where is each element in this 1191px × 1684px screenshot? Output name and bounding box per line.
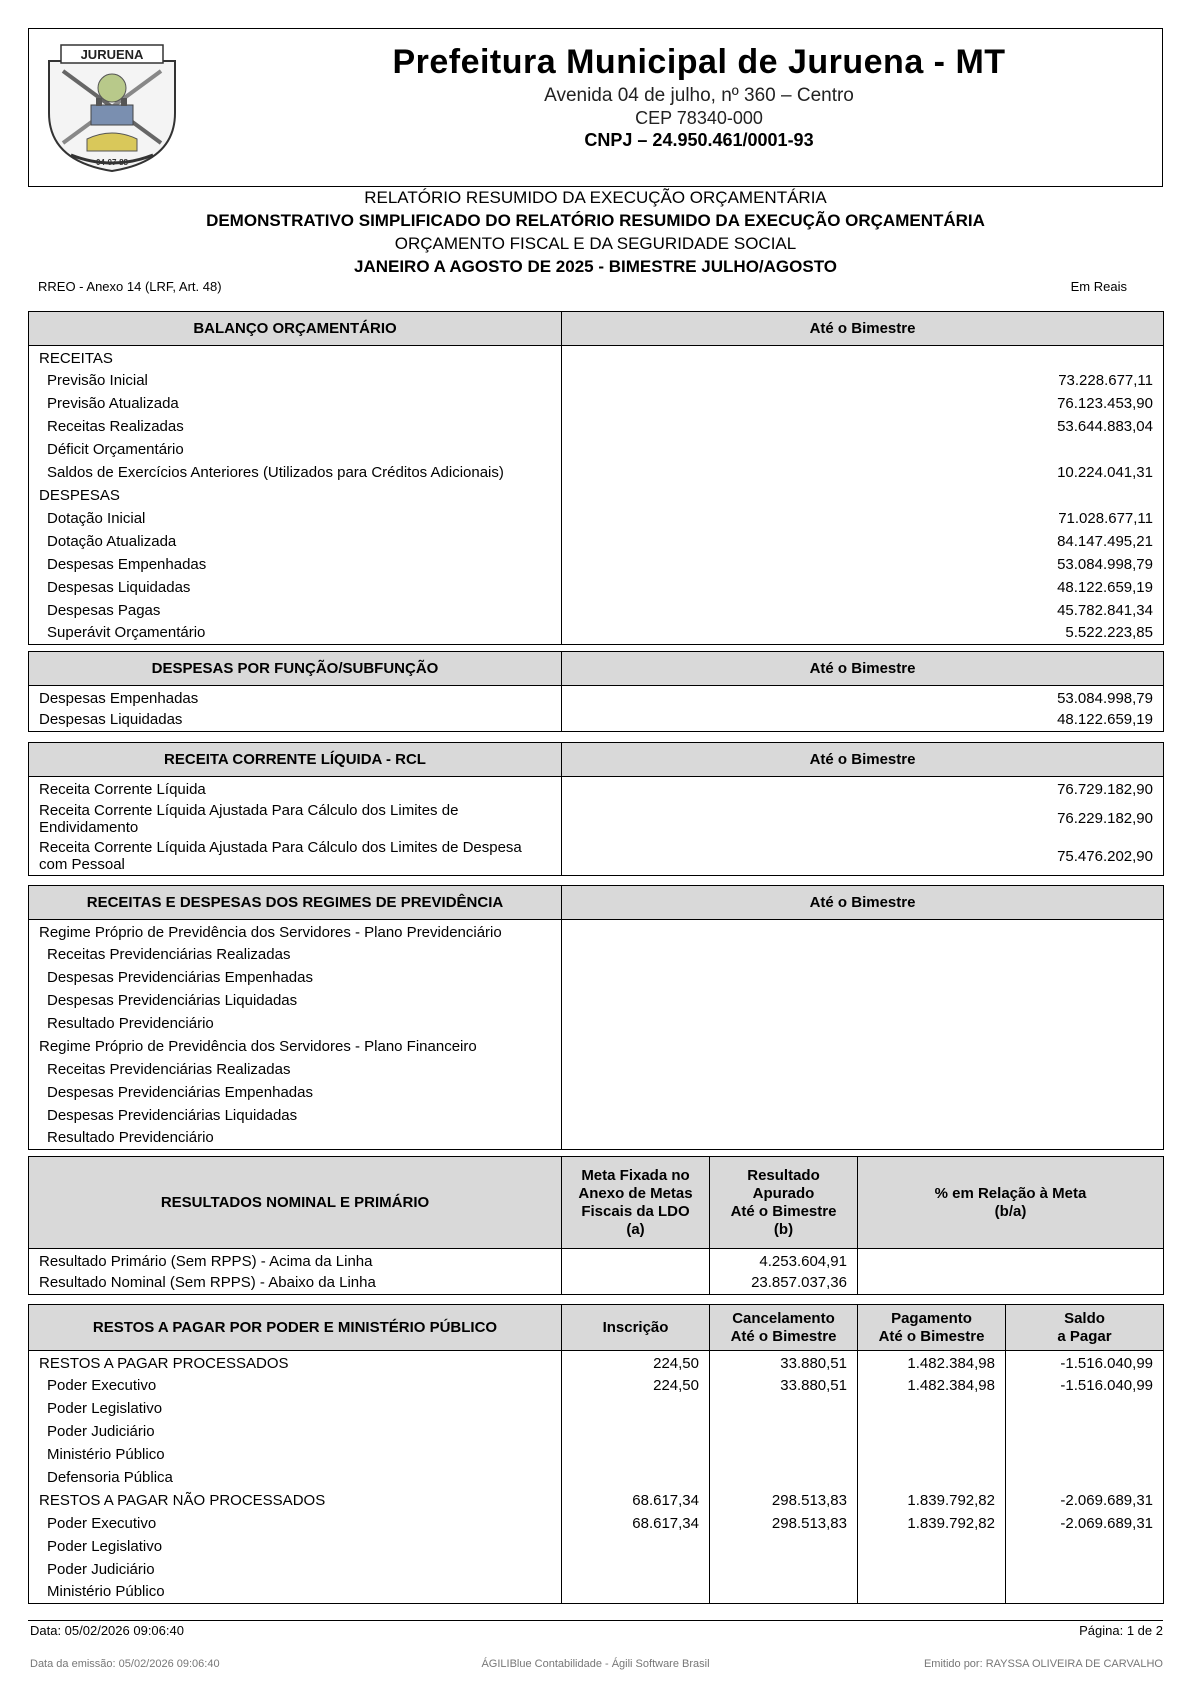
row-inscricao: [562, 1581, 710, 1604]
row-pct: [858, 1249, 1164, 1272]
row-saldo: -2.069.689,31: [1006, 1489, 1164, 1512]
row-label: Superávit Orçamentário: [29, 622, 562, 645]
table-row: [29, 920, 1164, 943]
report-titles: [28, 186, 1163, 278]
row-label: Regime Próprio de Previdência dos Servidores - Plano Financeiro: [29, 1035, 562, 1058]
table-row: [29, 1581, 1164, 1604]
table-row: [29, 1512, 1164, 1535]
footer-date: Data: 05/02/2026 09:06:40: [30, 1623, 184, 1638]
rcl-header: RECEITA CORRENTE LÍQUIDA - RCL: [29, 743, 562, 777]
restos-a-pagar-table: [28, 1304, 1164, 1604]
row-inscricao: [562, 1420, 710, 1443]
footer-issued-by: Emitido por: RAYSSA OLIVEIRA DE CARVALHO: [923, 1658, 1163, 1670]
table-row: [29, 1351, 1164, 1374]
table-row: [29, 1249, 1164, 1272]
row-label: Receitas Realizadas: [29, 415, 562, 438]
table-row: [29, 777, 1164, 800]
row-cancelamento: 33.880,51: [710, 1351, 858, 1374]
row-value: [562, 1035, 1164, 1058]
row-value: 5.522.223,85: [562, 622, 1164, 645]
row-label: Receita Corrente Líquida Ajustada Para Cálculo dos Limites de Endividamento: [29, 800, 562, 838]
row-pagamento: 1.839.792,82: [858, 1512, 1006, 1535]
svg-text:04-07-88: 04-07-88: [95, 158, 129, 167]
table-row: [29, 1104, 1164, 1127]
row-cancelamento: 298.513,83: [710, 1489, 858, 1512]
org-name: Prefeitura Municipal de Juruena - MT: [392, 43, 1006, 81]
table-row: [29, 1420, 1164, 1443]
row-value: [562, 966, 1164, 989]
row-pagamento: [858, 1581, 1006, 1604]
letterhead: [28, 28, 1163, 187]
row-cancelamento: [710, 1466, 858, 1489]
row-label: Dotação Atualizada: [29, 530, 562, 553]
table-row: [29, 1035, 1164, 1058]
row-label: Ministério Público: [29, 1581, 562, 1604]
row-label: Resultado Previdenciário: [29, 1012, 562, 1035]
resultados-header: RESULTADOS NOMINAL E PRIMÁRIO: [29, 1157, 562, 1249]
row-inscricao: 224,50: [562, 1374, 710, 1397]
table-row: [29, 507, 1164, 530]
funcao-col-header: Até o Bimestre: [562, 652, 1164, 686]
row-saldo: [1006, 1535, 1164, 1558]
row-value: [562, 1081, 1164, 1104]
table-row: [29, 346, 1164, 369]
row-value: [562, 484, 1164, 507]
row-cancelamento: 33.880,51: [710, 1374, 858, 1397]
row-saldo: [1006, 1581, 1164, 1604]
row-label: Receitas Previdenciárias Realizadas: [29, 1058, 562, 1081]
row-label: Receita Corrente Líquida Ajustada Para Cálculo dos Limites de Despesa com Pessoal: [29, 838, 562, 876]
table-row: [29, 484, 1164, 507]
footer-page-number: Página: 1 de 2: [1079, 1623, 1163, 1638]
table-row: [29, 709, 1164, 732]
row-value: 45.782.841,34: [562, 599, 1164, 622]
row-label: DESPESAS: [29, 484, 562, 507]
table-row: [29, 553, 1164, 576]
row-value: 53.644.883,04: [562, 415, 1164, 438]
row-saldo: [1006, 1558, 1164, 1581]
table-row: [29, 1558, 1164, 1581]
org-cep: CEP 78340-000: [635, 108, 763, 128]
row-label: Despesas Empenhadas: [29, 686, 562, 709]
row-pagamento: [858, 1420, 1006, 1443]
row-value: [562, 1104, 1164, 1127]
row-value: 75.476.202,90: [562, 838, 1164, 876]
resultados-col-pct: % em Relação à Meta (b/a): [858, 1157, 1164, 1249]
table-row: [29, 800, 1164, 838]
row-value: [562, 920, 1164, 943]
row-value: [562, 1127, 1164, 1150]
annex-reference: RREO - Anexo 14 (LRF, Art. 48): [38, 279, 222, 294]
table-row: [29, 1466, 1164, 1489]
row-value: 48.122.659,19: [562, 576, 1164, 599]
row-label: Despesas Previdenciárias Empenhadas: [29, 1081, 562, 1104]
row-saldo: [1006, 1397, 1164, 1420]
row-meta: [562, 1272, 710, 1295]
table-row: [29, 1012, 1164, 1035]
balanco-orcamentario-table: [28, 311, 1164, 645]
table-row: [29, 1489, 1164, 1512]
row-inscricao: 68.617,34: [562, 1489, 710, 1512]
row-label: Ministério Público: [29, 1443, 562, 1466]
row-saldo: [1006, 1443, 1164, 1466]
row-label: RECEITAS: [29, 346, 562, 369]
currency-unit: Em Reais: [1070, 279, 1127, 294]
row-value: 84.147.495,21: [562, 530, 1164, 553]
resultados-col-resultado: Resultado Apurado Até o Bimestre (b): [710, 1157, 858, 1249]
balanco-col-header: Até o Bimestre: [562, 312, 1164, 346]
svg-text:JURUENA: JURUENA: [80, 47, 144, 62]
row-label: Regime Próprio de Previdência dos Servidores - Plano Previdenciário: [29, 920, 562, 943]
row-label: Despesas Liquidadas: [29, 576, 562, 599]
row-label: Despesas Empenhadas: [29, 553, 562, 576]
row-resultado: 23.857.037,36: [710, 1272, 858, 1295]
row-label: Poder Judiciário: [29, 1420, 562, 1443]
row-pagamento: [858, 1443, 1006, 1466]
row-value: [562, 346, 1164, 369]
row-label: Poder Executivo: [29, 1512, 562, 1535]
table-row: [29, 1374, 1164, 1397]
row-label: Poder Legislativo: [29, 1397, 562, 1420]
row-label: Receitas Previdenciárias Realizadas: [29, 943, 562, 966]
report-title-1: RELATÓRIO RESUMIDO DA EXECUÇÃO ORÇAMENTÁRIA: [364, 188, 827, 207]
table-row: [29, 438, 1164, 461]
row-value: [562, 1012, 1164, 1035]
table-row: [29, 966, 1164, 989]
rcl-table: [28, 742, 1164, 876]
resultados-col-meta: Meta Fixada no Anexo de Metas Fiscais da LDO (a): [562, 1157, 710, 1249]
row-inscricao: 224,50: [562, 1351, 710, 1374]
row-inscricao: [562, 1558, 710, 1581]
row-label: Previsão Atualizada: [29, 392, 562, 415]
row-pagamento: [858, 1558, 1006, 1581]
row-inscricao: [562, 1443, 710, 1466]
row-label: Despesas Previdenciárias Empenhadas: [29, 966, 562, 989]
row-pagamento: 1.482.384,98: [858, 1374, 1006, 1397]
row-value: 53.084.998,79: [562, 686, 1164, 709]
previdencia-table: [28, 885, 1164, 1150]
table-row: [29, 1397, 1164, 1420]
table-row: [29, 1081, 1164, 1104]
restos-col-inscricao: Inscrição: [562, 1305, 710, 1351]
row-saldo: -2.069.689,31: [1006, 1512, 1164, 1535]
table-row: [29, 369, 1164, 392]
table-row: [29, 622, 1164, 645]
balanco-header: BALANÇO ORÇAMENTÁRIO: [29, 312, 562, 346]
row-value: [562, 943, 1164, 966]
resultados-table: [28, 1156, 1164, 1295]
row-label: Despesas Previdenciárias Liquidadas: [29, 989, 562, 1012]
row-value: [562, 438, 1164, 461]
row-saldo: -1.516.040,99: [1006, 1374, 1164, 1397]
row-label: Despesas Pagas: [29, 599, 562, 622]
row-value: [562, 989, 1164, 1012]
report-title-2: DEMONSTRATIVO SIMPLIFICADO DO RELATÓRIO RESUMIDO DA EXECUÇÃO ORÇAMENTÁRIA: [206, 211, 985, 230]
row-label: RESTOS A PAGAR NÃO PROCESSADOS: [29, 1489, 562, 1512]
row-pagamento: [858, 1466, 1006, 1489]
row-label: Dotação Inicial: [29, 507, 562, 530]
row-inscricao: [562, 1397, 710, 1420]
table-row: [29, 1127, 1164, 1150]
table-row: [29, 530, 1164, 553]
row-inscricao: [562, 1535, 710, 1558]
row-saldo: -1.516.040,99: [1006, 1351, 1164, 1374]
funcao-header: DESPESAS POR FUNÇÃO/SUBFUNÇÃO: [29, 652, 562, 686]
row-pct: [858, 1272, 1164, 1295]
row-inscricao: 68.617,34: [562, 1512, 710, 1535]
row-label: Previsão Inicial: [29, 369, 562, 392]
row-pagamento: 1.482.384,98: [858, 1351, 1006, 1374]
footer-divider: [28, 1620, 1163, 1621]
row-resultado: 4.253.604,91: [710, 1249, 858, 1272]
restos-col-cancelamento: Cancelamento Até o Bimestre: [710, 1305, 858, 1351]
row-label: RESTOS A PAGAR PROCESSADOS: [29, 1351, 562, 1374]
report-title-3: ORÇAMENTO FISCAL E DA SEGURIDADE SOCIAL: [394, 234, 797, 253]
row-label: Despesas Previdenciárias Liquidadas: [29, 1104, 562, 1127]
row-cancelamento: 298.513,83: [710, 1512, 858, 1535]
row-pagamento: [858, 1535, 1006, 1558]
row-value: 76.123.453,90: [562, 392, 1164, 415]
report-title-4: JANEIRO A AGOSTO DE 2025 - BIMESTRE JULHO/AGOSTO: [353, 257, 837, 276]
restos-header: RESTOS A PAGAR POR PODER E MINISTÉRIO PÚBLICO: [29, 1305, 562, 1351]
row-saldo: [1006, 1466, 1164, 1489]
row-meta: [562, 1249, 710, 1272]
table-row: [29, 686, 1164, 709]
table-row: [29, 1535, 1164, 1558]
previdencia-header: RECEITAS E DESPESAS DOS REGIMES DE PREVIDÊNCIA: [29, 886, 562, 920]
row-cancelamento: [710, 1420, 858, 1443]
org-cnpj: CNPJ – 24.950.461/0001-93: [584, 130, 814, 150]
row-cancelamento: [710, 1397, 858, 1420]
row-label: Despesas Liquidadas: [29, 709, 562, 732]
row-label: Poder Judiciário: [29, 1558, 562, 1581]
row-label: Resultado Previdenciário: [29, 1127, 562, 1150]
row-value: 76.729.182,90: [562, 777, 1164, 800]
row-value: 48.122.659,19: [562, 709, 1164, 732]
row-saldo: [1006, 1420, 1164, 1443]
row-value: 10.224.041,31: [562, 461, 1164, 484]
row-label: Resultado Nominal (Sem RPPS) - Abaixo da Linha: [29, 1272, 562, 1295]
row-cancelamento: [710, 1581, 858, 1604]
table-row: [29, 392, 1164, 415]
municipal-seal-icon: [41, 43, 183, 175]
row-label: Poder Legislativo: [29, 1535, 562, 1558]
table-row: [29, 989, 1164, 1012]
row-pagamento: 1.839.792,82: [858, 1489, 1006, 1512]
row-value: [562, 1058, 1164, 1081]
rcl-col-header: Até o Bimestre: [562, 743, 1164, 777]
row-label: Defensoria Pública: [29, 1466, 562, 1489]
row-label: Poder Executivo: [29, 1374, 562, 1397]
row-value: 73.228.677,11: [562, 369, 1164, 392]
row-inscricao: [562, 1466, 710, 1489]
table-row: [29, 838, 1164, 876]
table-row: [29, 1272, 1164, 1295]
table-row: [29, 599, 1164, 622]
org-address: Avenida 04 de julho, nº 360 – Centro: [544, 85, 854, 106]
table-row: [29, 415, 1164, 438]
row-label: Receita Corrente Líquida: [29, 777, 562, 800]
row-value: 71.028.677,11: [562, 507, 1164, 530]
restos-col-saldo: Saldo a Pagar: [1006, 1305, 1164, 1351]
table-row: [29, 461, 1164, 484]
previdencia-col-header: Até o Bimestre: [562, 886, 1164, 920]
footer-emission-date: Data da emissão: 05/02/2026 09:06:40: [30, 1658, 220, 1670]
despesas-funcao-table: [28, 651, 1164, 732]
row-pagamento: [858, 1397, 1006, 1420]
row-label: Saldos de Exercícios Anteriores (Utilizados para Créditos Adicionais): [29, 461, 562, 484]
row-label: Déficit Orçamentário: [29, 438, 562, 461]
row-cancelamento: [710, 1558, 858, 1581]
table-row: [29, 576, 1164, 599]
row-cancelamento: [710, 1443, 858, 1466]
table-row: [29, 1443, 1164, 1466]
row-value: 76.229.182,90: [562, 800, 1164, 838]
row-label: Resultado Primário (Sem RPPS) - Acima da Linha: [29, 1249, 562, 1272]
table-row: [29, 943, 1164, 966]
footer-software: ÁGILIBlue Contabilidade - Ágili Software Brasil: [481, 1658, 710, 1670]
row-value: 53.084.998,79: [562, 553, 1164, 576]
table-row: [29, 1058, 1164, 1081]
restos-col-pagamento: Pagamento Até o Bimestre: [858, 1305, 1006, 1351]
row-cancelamento: [710, 1535, 858, 1558]
